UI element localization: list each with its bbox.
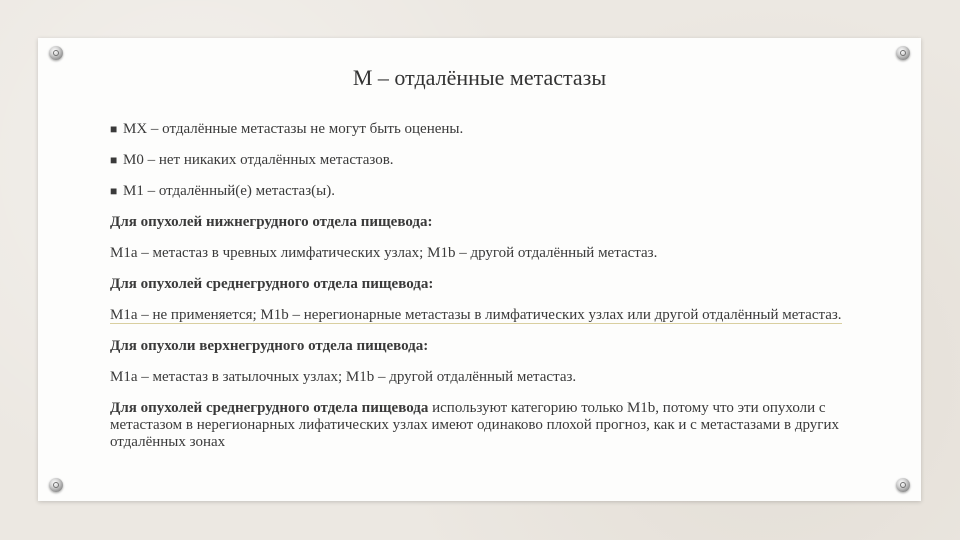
lower-thoracic-heading: Для опухолей нижнегрудного отдела пищевода: bbox=[110, 214, 433, 230]
mid-thoracic-heading: Для опухолей среднегрудного отдела пищевода: bbox=[110, 276, 434, 292]
lower-thoracic-text: М1а – метастаз в чревных лимфатических узлах; М1b – другой отдалённый метастаз. bbox=[110, 245, 658, 261]
bullet-text: МХ – отдалённые метастазы не могут быть оценены. bbox=[123, 121, 464, 137]
bullet-square-icon: ■ bbox=[110, 184, 118, 198]
bullet-m1 bbox=[110, 183, 860, 200]
upper-thoracic-text: М1а – метастаз в затылочных узлах; М1b – другой отдалённый метастаз. bbox=[110, 369, 577, 385]
closing-paragraph bbox=[110, 400, 860, 451]
bullet-square-icon: ■ bbox=[110, 153, 118, 167]
bullet-mx bbox=[110, 121, 860, 138]
bullet-text: М1 – отдалённый(е) метастаз(ы). bbox=[123, 183, 335, 199]
slide-title: М – отдалённые метастазы bbox=[352, 65, 607, 90]
pushpin-icon bbox=[49, 478, 63, 492]
slide-card bbox=[38, 38, 921, 501]
bullet-square-icon: ■ bbox=[110, 122, 118, 136]
mid-thoracic-text bbox=[110, 307, 860, 324]
bullet-m0 bbox=[110, 152, 860, 169]
mid-thoracic-text-content: М1а – не применяется; М1b – нерегионарные метастазы в лимфатических узлах или другой отдалённый метастаз. bbox=[110, 307, 842, 323]
closing-text: используют категорию только М1b, потому что эти опухоли с метастазом в нерегионарных лифатических узлах имеют одинаково плохой прогноз, как и с метастазами в других отдалённых зонах bbox=[110, 400, 839, 450]
pushpin-icon bbox=[896, 46, 910, 60]
slide-content bbox=[110, 121, 860, 465]
upper-thoracic-heading: Для опухоли верхнегрудного отдела пищевода: bbox=[110, 338, 429, 354]
closing-bold-lead: Для опухолей среднегрудного отдела пищевода bbox=[110, 400, 429, 416]
pushpin-icon bbox=[896, 478, 910, 492]
pushpin-icon bbox=[49, 46, 63, 60]
bullet-text: М0 – нет никаких отдалённых метастазов. bbox=[123, 152, 394, 168]
